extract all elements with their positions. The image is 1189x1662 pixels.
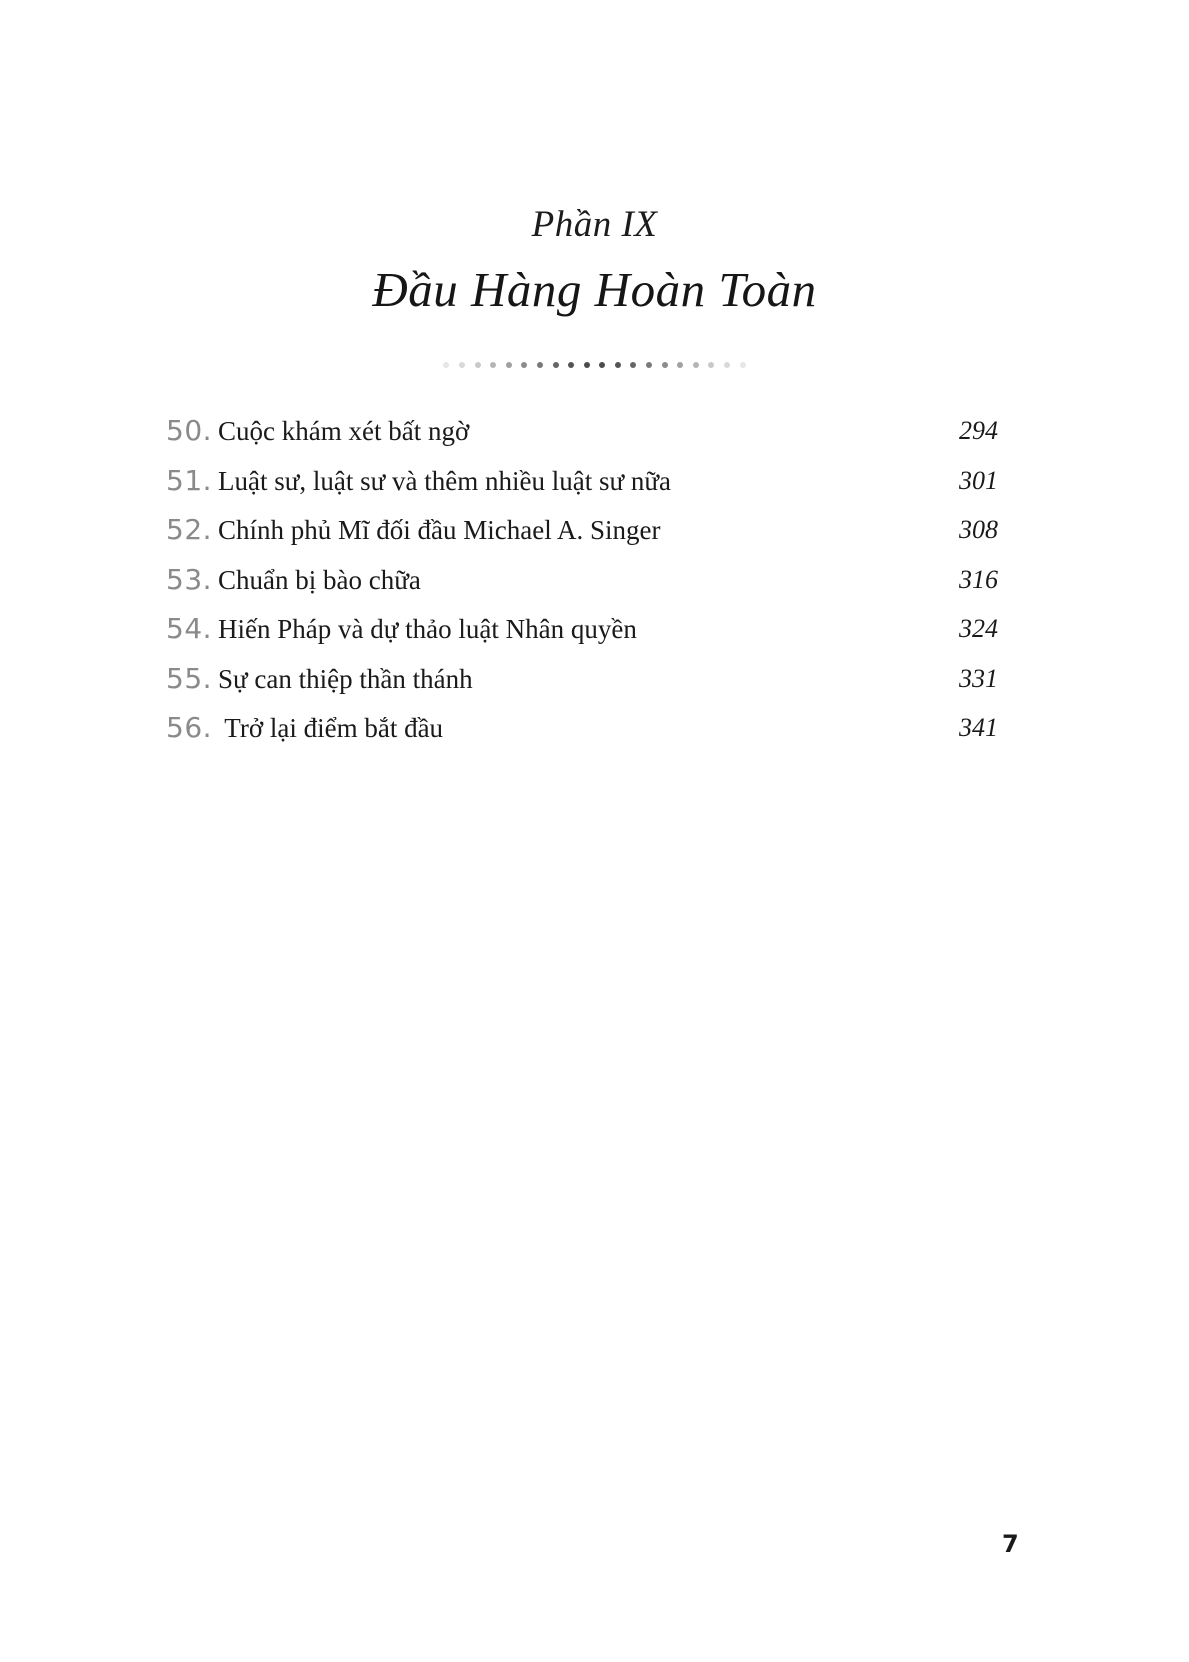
part-title: Đầu Hàng Hoàn Toàn: [372, 262, 817, 317]
chapter-number: 50.: [166, 414, 213, 447]
divider-dot: [615, 362, 621, 368]
divider-dot: [568, 362, 574, 368]
chapter-title: Sự can thiệp thần thánh: [218, 663, 473, 694]
chapter-title: Chính phủ Mĩ đối đầu Michael A. Singer: [218, 515, 661, 545]
divider-dot: [708, 362, 714, 368]
table-of-contents: [166, 411, 998, 758]
chapter-page: 316: [959, 564, 998, 594]
chapter-page: 331: [959, 663, 998, 693]
chapter-number: 56.: [166, 711, 213, 744]
toc-entry[interactable]: [166, 609, 998, 659]
chapter-title: Cuộc khám xét bất ngờ: [218, 416, 470, 446]
chapter-number: 51.: [166, 463, 213, 497]
chapter-title: Chuẩn bị bào chữa: [218, 564, 421, 595]
toc-entry[interactable]: [166, 510, 998, 560]
toc-entry[interactable]: [166, 708, 998, 758]
divider-dot: [646, 362, 652, 368]
divider-dot: [521, 362, 527, 368]
divider-dot: [490, 362, 496, 368]
chapter-page: 308: [959, 515, 998, 544]
chapter-page: 301: [959, 465, 998, 495]
toc-entry[interactable]: [166, 411, 998, 461]
toc-entry[interactable]: [166, 461, 998, 511]
divider-dot: [584, 362, 590, 368]
toc-entry[interactable]: [166, 560, 998, 610]
divider-dot: [459, 362, 465, 368]
chapter-title: Hiến Pháp và dự thảo luật Nhân quyền: [218, 614, 637, 644]
page-number: 7: [1002, 1530, 1019, 1558]
chapter-number: 53.: [166, 562, 213, 596]
divider-dot: [630, 362, 636, 368]
divider-dot: [506, 362, 512, 368]
divider-dot: [724, 362, 730, 368]
divider-dot: [475, 362, 481, 368]
chapter-number: 55.: [166, 661, 213, 695]
toc-entry[interactable]: [166, 659, 998, 709]
dotted-divider: [0, 362, 1189, 368]
chapter-title: Luật sư, luật sư và thêm nhiều luật sư nữa: [218, 465, 671, 496]
chapter-page: 341: [959, 713, 998, 742]
divider-dot: [599, 362, 605, 368]
chapter-page: 294: [959, 416, 998, 445]
chapter-number: 52.: [166, 513, 213, 546]
part-label: Phần IX: [531, 204, 658, 245]
chapter-title: Trở lại điểm bắt đầu: [218, 713, 444, 743]
divider-dot: [693, 362, 699, 368]
divider-dot: [537, 362, 543, 368]
divider-dot: [553, 362, 559, 368]
divider-dot: [662, 362, 668, 368]
divider-dot: [443, 362, 449, 368]
divider-dot: [740, 362, 746, 368]
divider-dot: [677, 362, 683, 368]
chapter-number: 54.: [166, 612, 213, 645]
chapter-page: 324: [959, 614, 998, 643]
